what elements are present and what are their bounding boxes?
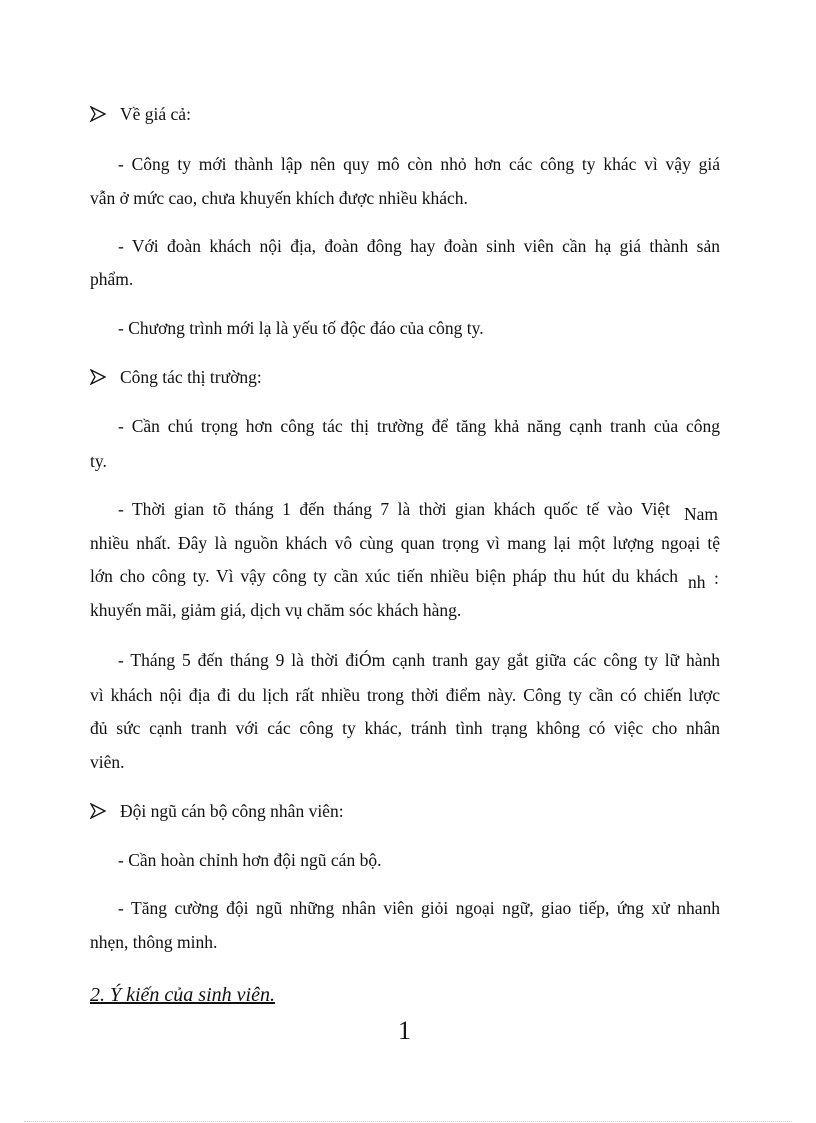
paragraph-line: viên. <box>90 752 125 772</box>
paragraph-line: vẫn ở mức cao, chưa khuyến khích được nhiều khách. <box>90 188 468 208</box>
paragraph-line: - Thời gian tõ tháng 1 đến tháng 7 là thời gian khách quốc tế vào Việt <box>118 499 670 519</box>
paragraph-line: - Cần hoàn chỉnh hơn đội ngũ cán bộ. <box>118 850 382 870</box>
paragraph-line: - Tháng 5 đến tháng 9 là thời điÓm cạnh tranh gay gắt giữa các công ty lữ hành <box>118 650 720 670</box>
paragraph-line: - Cần chú trọng hơn công tác thị trường để tăng khả năng cạnh tranh của công <box>118 416 720 436</box>
paragraph-line: vì khách nội địa đi du lịch rất nhiều trong thời điểm này. Công ty cần có chiến lược <box>90 685 720 705</box>
paragraph-line: phẩm. <box>90 269 134 289</box>
floating-fragment: : <box>714 568 719 588</box>
paragraph-line: đủ sức cạnh tranh với các công ty khác, tránh tình trạng không có việc cho nhân <box>90 718 720 738</box>
paragraph-line: nhẹn, thông minh. <box>90 932 218 952</box>
floating-fragment: Nam <box>684 504 719 524</box>
paragraph-line: - Chương trình mới lạ là yếu tố độc đáo của công ty. <box>118 318 484 338</box>
heading-text: Đội ngũ cán bộ công nhân viên: <box>120 801 344 821</box>
paragraph-line: ty. <box>90 451 107 471</box>
paragraph-line: - Tăng cường đội ngũ những nhân viên giỏi ngoại ngữ, giao tiếp, ứng xử nhanh <box>118 898 720 918</box>
arrow-bullet-icon <box>90 369 106 385</box>
arrow-bullet-icon <box>90 803 106 819</box>
page-number: 1 <box>398 1016 411 1045</box>
page-bottom-divider <box>24 1121 792 1122</box>
paragraph-line: - Với đoàn khách nội địa, đoàn đông hay đoàn sinh viên cần hạ giá thành sản <box>118 236 720 256</box>
heading-text: Về giá cả: <box>120 104 191 124</box>
paragraph-line: lớn cho công ty. Vì vậy công ty cần xúc tiến nhiều biện pháp thu hút du khách <box>90 566 678 586</box>
paragraph-line: - Công ty mới thành lập nên quy mô còn nhỏ hơn các công ty khác vì vậy giá <box>118 154 720 174</box>
section-subheading: 2. Ý kiến của sinh viên. <box>90 984 275 1006</box>
floating-fragment: nh <box>688 572 706 592</box>
arrow-bullet-icon <box>90 106 106 122</box>
heading-text: Công tác thị trường: <box>120 367 262 387</box>
paragraph-line: nhiều nhất. Đây là nguồn khách vô cùng quan trọng vì mang lại một lượng ngoại tệ <box>90 533 720 553</box>
paragraph-line: khuyến mãi, giảm giá, dịch vụ chăm sóc khách hàng. <box>90 600 462 620</box>
